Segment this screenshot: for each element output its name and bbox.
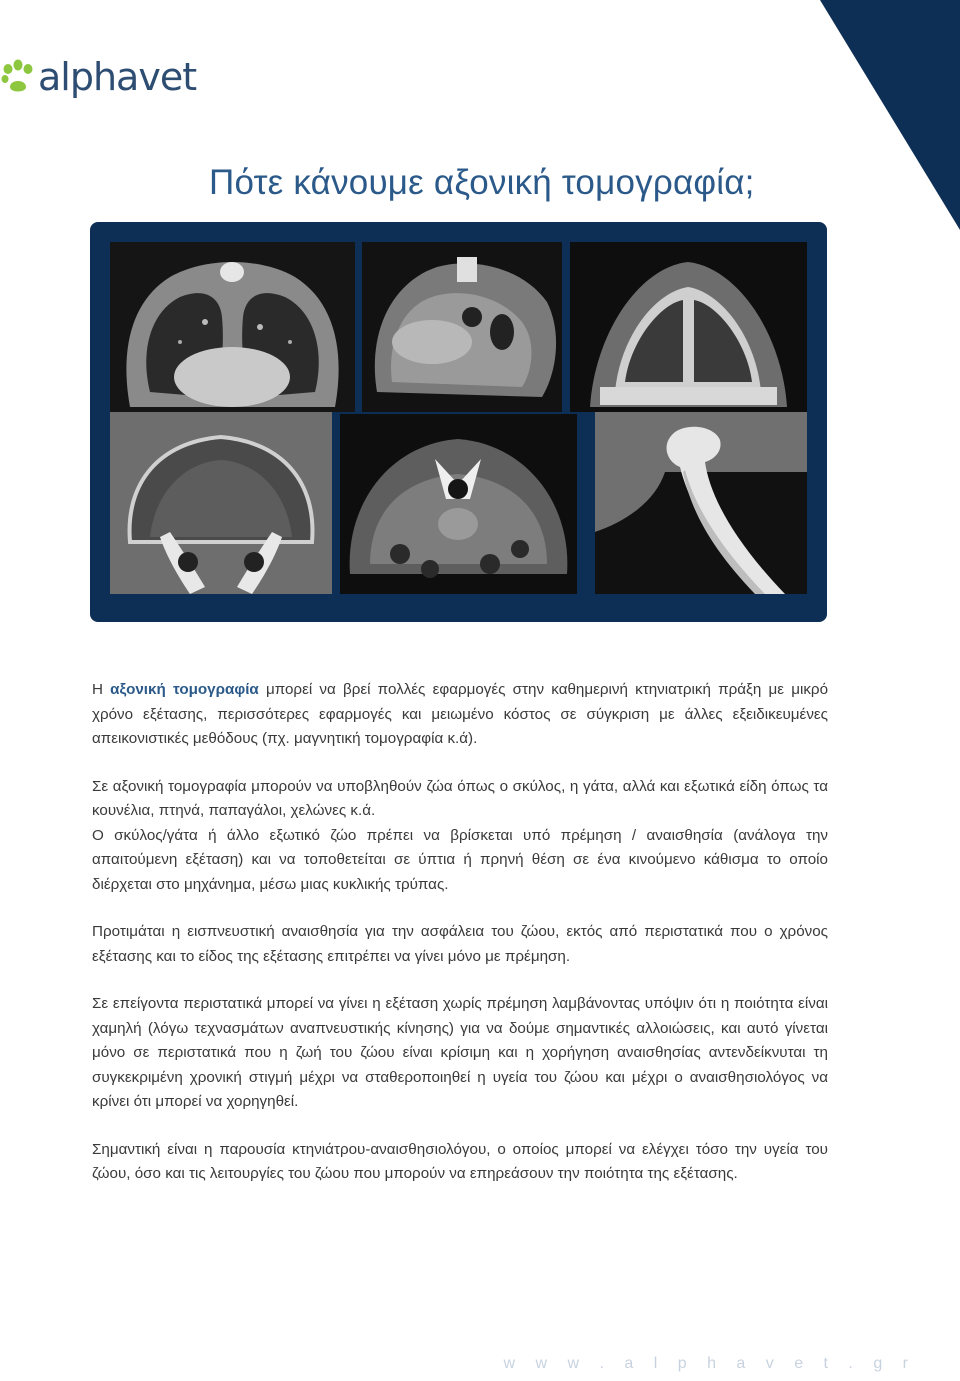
p1-prefix: Η	[92, 681, 111, 698]
paw-icon	[0, 57, 36, 97]
paragraph-anesthesiologist: Σημαντική είναι η παρουσία κτηνιάτρου-αναισθησιολόγου, ο οποίος μπορεί να ελέγχει τόσο την υγεία του ζώου, όσο και τις λειτουργίες του ζώου που μπορούν να επηρεάσουν την ποιότητα της εξέτασης.	[92, 1140, 828, 1182]
highlight-term: αξονική τομογραφία	[110, 681, 259, 698]
ct-abdomen-image	[362, 242, 562, 412]
ct-thorax-lungs-image	[110, 242, 355, 412]
page-title: Πότε κάνουμε αξονική τομογραφία;	[209, 163, 755, 203]
paragraph-emergency: Σε επείγοντα περιστατικά μπορεί να γίνει η εξέταση χωρίς πρέμηση λαμβάνοντας υπόψιν ότι η ποιότητα είναι χαμηλή (λόγω τεχνασμάτων αναπνευστικής κίνησης) για να δούμε σημαντικές αλλοιώσεις, και αυτό γίνεται μόνο σε περιστατικά που η ζωή του ζώου είναι κρίσιμη και η χορήγηση αναισθησίας αντενδείκνυται τη συγκεκριμένη χρονική στιγμή μέχρι να σταθεροποιηθεί η υγεία του ζώου και μέχρι ο αναισθησιολόγος να κρίνει ότι μπορεί να χορηγηθεί.	[92, 995, 828, 1110]
logo-alpha: alpha	[38, 55, 139, 99]
p1-rest: μπορεί να βρεί πολλές εφαρμογές στην καθημερινή κτηνιατρική πράξη με μικρό χρόνο εξέτασης, περισσότερες εφαρμογές και μειωμένο κόστος σε σύγκριση με άλλες εξειδικευμένες απεικονιστικές μεθόδους (πχ. μαγνητική τομογραφία κ.ά).	[92, 681, 829, 747]
paragraph-intro	[92, 678, 828, 752]
ct-image-panel	[90, 222, 827, 622]
alphavet-logo[interactable]	[0, 52, 196, 102]
ct-femur-bone-image	[595, 412, 807, 594]
ct-abdomen-spine-image	[340, 414, 577, 594]
paragraph-anesthesia: Προτιμάται η εισπνευστική αναισθησία για την ασφάλεια του ζώου, εκτός από περιστατικά που ο χρόνος εξέτασης και το είδος της εξέτασης επιτρέπει να γίνει μόνο με πρέμηση.	[92, 923, 828, 965]
logo-wordmark	[38, 55, 197, 99]
ct-nasal-cavity-image	[570, 242, 807, 412]
ct-skull-image	[110, 412, 332, 594]
logo-vet: vet	[138, 55, 197, 99]
footer-url[interactable]: w w w . a l p h a v e t . g r	[503, 1355, 916, 1372]
paragraph-species: Σε αξονική τομογραφία μπορούν να υποβληθούν ζώα όπως ο σκύλος, η γάτα, αλλά και εξωτικά είδη όπως τα κουνέλια, πτηνά, παπαγάλοι, χελώνες κ.ά.	[92, 777, 828, 819]
article-body	[92, 678, 828, 1210]
corner-decoration	[750, 0, 960, 230]
paragraph-sedation: Ο σκύλος/γάτα ή άλλο εξωτικό ζώο πρέπει να βρίσκεται υπό πρέμηση / αναισθησία (ανάλογα την απαιτούμενη εξέταση) και να τοποθετείται σε ύπτια ή πρηνή θέση σε ένα κινούμενο κάθισμα το οποίο διέρχεται στο μηχάνημα, μέσω μιας κυκλικής τρύπας.	[92, 826, 828, 893]
